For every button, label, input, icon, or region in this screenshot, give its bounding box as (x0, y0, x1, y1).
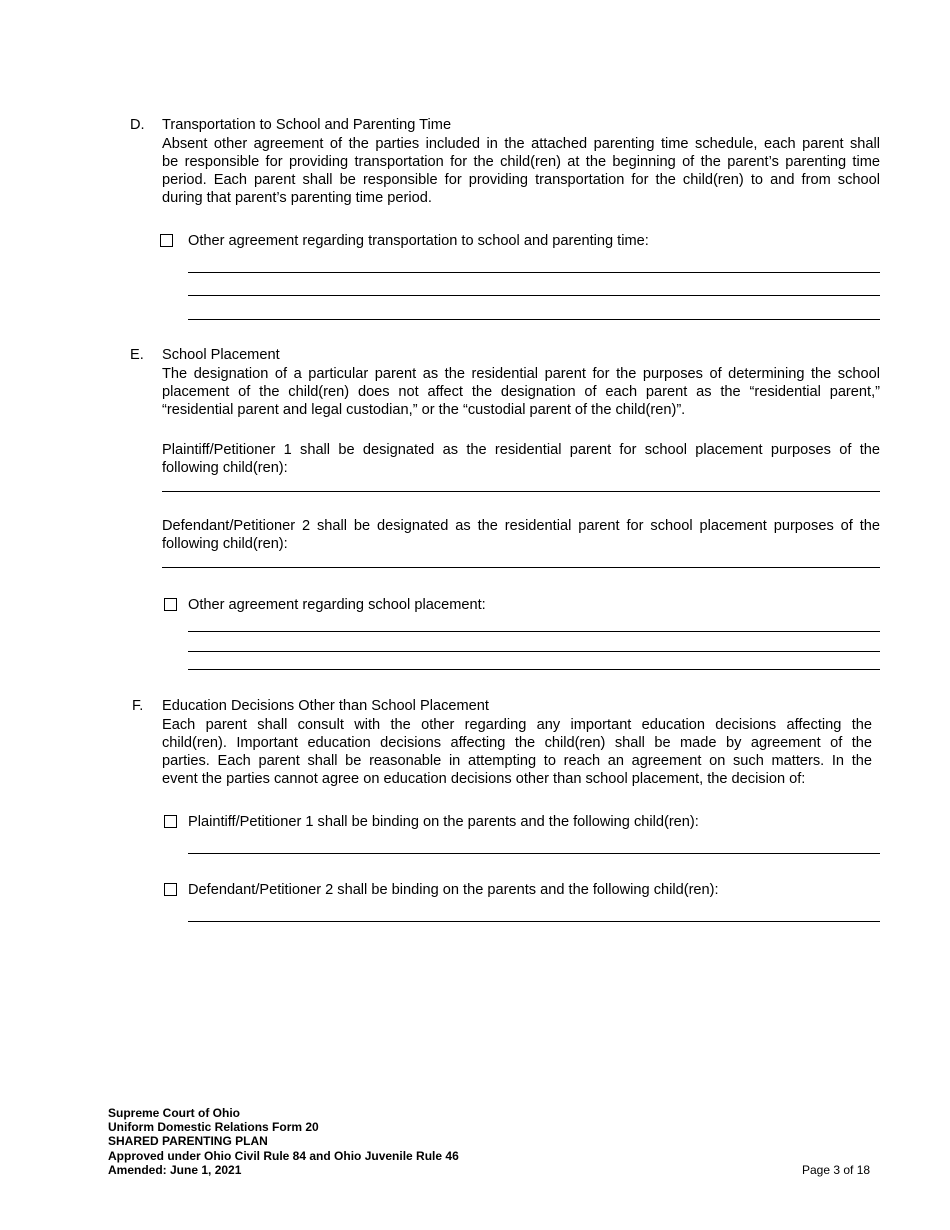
section-e-line: placement of the child(ren) does not affect the designation of each parent as the “residential parent,” (162, 384, 880, 400)
section-e-line: The designation of a particular parent as the residential parent for the purposes of determining the school (162, 366, 880, 382)
defendant-children-blank[interactable] (162, 567, 880, 568)
section-e-letter: E. (130, 347, 144, 363)
section-f-line: event the parties cannot agree on education decisions other than school placement, the decision of: (162, 771, 806, 787)
section-e-line: “residential parent and legal custodian,” or the “custodial parent of the child(ren)”. (162, 402, 686, 418)
section-f-paragraph (162, 716, 872, 788)
defendant-placement-line: Defendant/Petitioner 2 shall be designated as the residential parent for school placement purposes of the (162, 518, 880, 534)
transport-other-checkbox[interactable] (160, 234, 173, 247)
plaintiff-school-placement-text (162, 441, 880, 477)
education-plaintiff-checkbox[interactable] (164, 815, 177, 828)
section-e-title: School Placement (162, 347, 280, 363)
section-d-line: Absent other agreement of the parties included in the attached parenting time schedule, each parent shall (162, 136, 880, 152)
education-defendant-children-line[interactable] (188, 921, 880, 922)
section-f-line: Each parent shall consult with the other regarding any important education decisions affecting the (162, 717, 872, 733)
footer-court: Supreme Court of Ohio (108, 1106, 240, 1120)
footer-amended: Amended: June 1, 2021 (108, 1162, 242, 1177)
footer-approval: Approved under Ohio Civil Rule 84 and Ohio Juvenile Rule 46 (108, 1148, 459, 1163)
school-placement-other-line[interactable] (188, 651, 880, 652)
school-placement-other-checkbox[interactable] (164, 598, 177, 611)
transport-other-label: Other agreement regarding transportation to school and parenting time: (188, 233, 649, 249)
education-defendant-label: Defendant/Petitioner 2 shall be binding on the parents and the following child(ren): (188, 882, 719, 898)
plaintiff-placement-line: following child(ren): (162, 460, 288, 476)
section-d-letter: D. (130, 117, 145, 133)
footer-form-number: Uniform Domestic Relations Form 20 (108, 1120, 319, 1135)
defendant-placement-line: following child(ren): (162, 536, 288, 552)
section-d-line: during that parent’s parenting time period. (162, 190, 432, 206)
section-e-paragraph (162, 365, 880, 419)
school-placement-other-label: Other agreement regarding school placement: (188, 597, 486, 613)
page-number: Page 3 of 18 (802, 1163, 871, 1177)
transport-other-line[interactable] (188, 272, 880, 273)
section-d-line: be responsible for providing transportation for the child(ren) at the beginning of the parent’s parenting time (162, 154, 880, 170)
education-plaintiff-label: Plaintiff/Petitioner 1 shall be binding on the parents and the following child(ren): (188, 814, 699, 830)
section-f-line: child(ren). Important education decisions affecting the child(ren) shall be made by agreement of the (162, 735, 872, 751)
transport-other-line[interactable] (188, 319, 880, 320)
defendant-school-placement-text (162, 517, 880, 553)
section-f-letter: F. (132, 698, 144, 714)
form-footer (108, 1106, 459, 1177)
education-defendant-checkbox[interactable] (164, 883, 177, 896)
plaintiff-children-blank[interactable] (162, 491, 880, 492)
section-f-line: parties. Each parent shall be reasonable in attempting to reach an agreement on such matters. In the (162, 753, 872, 769)
section-f-title: Education Decisions Other than School Placement (162, 698, 489, 714)
school-placement-other-line[interactable] (188, 631, 880, 632)
education-plaintiff-children-line[interactable] (188, 853, 880, 854)
section-d-line: period. Each parent shall be responsible for providing transportation for the child(ren) to and from school (162, 172, 880, 188)
section-d-paragraph (162, 135, 880, 207)
school-placement-other-line[interactable] (188, 669, 880, 670)
transport-other-line[interactable] (188, 295, 880, 296)
plaintiff-placement-line: Plaintiff/Petitioner 1 shall be designated as the residential parent for school placement purposes of the (162, 442, 880, 458)
footer-form-title: SHARED PARENTING PLAN (108, 1134, 268, 1149)
section-d-title: Transportation to School and Parenting Time (162, 117, 452, 133)
